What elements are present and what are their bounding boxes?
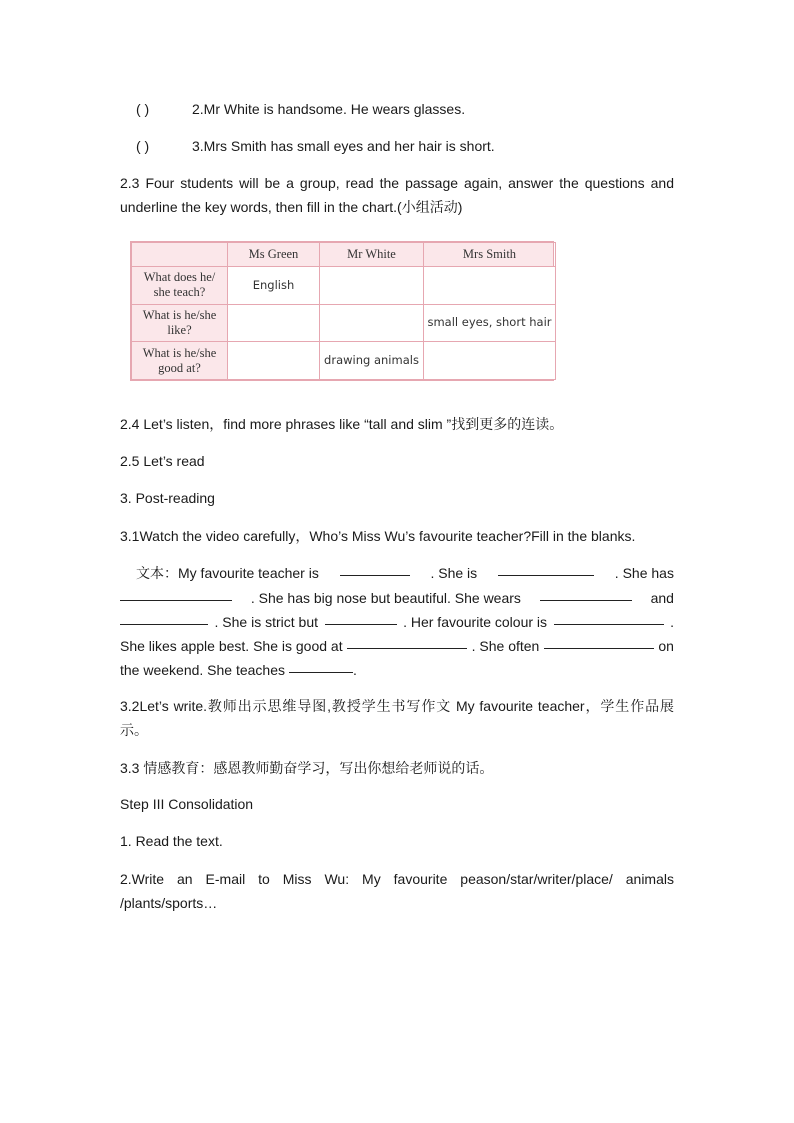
chart-cell[interactable] [424, 342, 556, 380]
chart-cell[interactable] [320, 304, 424, 342]
tf-item-text: 2.Mr White is handsome. He wears glasses. [192, 101, 466, 117]
text-line-2: . She has big nose but beautiful. She wears and [120, 586, 674, 610]
section-2-3: 2.3 Four students will be a group, read the passage again, answer the questions and underline the key words, then fill in the chart.(小组活动) [120, 175, 674, 215]
step-3-heading: Step III Consolidation [120, 796, 254, 812]
blank-field[interactable] [554, 610, 664, 625]
chart-header-mrs-smith: Mrs Smith [424, 243, 556, 267]
fill-in-text-block [120, 561, 674, 682]
text-label: 文本： [136, 566, 178, 582]
chart-row-label: What is he/she like? [132, 304, 228, 342]
chart-cell[interactable] [320, 267, 424, 305]
text-line-3: . She is strict but . Her favourite colour is . [120, 610, 674, 634]
chart-cell[interactable]: small eyes, short hair [424, 304, 556, 342]
tf-item-3 [120, 134, 674, 158]
section-3-1: 3.1Watch the video carefully，Who’s Miss Wu’s favourite teacher?Fill in the blanks. [120, 528, 636, 544]
chart-cell[interactable] [228, 304, 320, 342]
blank-field[interactable] [120, 610, 208, 625]
chart-header-row [132, 243, 556, 267]
chart-row-label: What is he/she good at? [132, 342, 228, 380]
blank-field[interactable] [120, 586, 232, 601]
answer-paren: ( ) [136, 138, 150, 154]
chart-row-label: What does he/ she teach? [132, 267, 228, 305]
chart-cell[interactable] [424, 267, 556, 305]
chart-cell[interactable] [228, 342, 320, 380]
chart-row [132, 342, 556, 380]
blank-field[interactable] [325, 610, 397, 625]
text-line-1: 文本：My favourite teacher is . She is . She has [120, 561, 674, 586]
chart-cell[interactable]: English [228, 267, 320, 305]
text-line-4: She likes apple best. She is good at . She often on [120, 634, 674, 658]
blank-field[interactable] [347, 634, 467, 649]
chart-header-mr-white: Mr White [320, 243, 424, 267]
blank-field[interactable] [544, 634, 654, 649]
chart-row [132, 304, 556, 342]
tf-item-2 [120, 97, 674, 121]
blank-field[interactable] [540, 586, 632, 601]
section-2-4: 2.4 Let’s listen，find more phrases like “tall and slim ”找到更多的连读。 [120, 416, 564, 432]
consolidation-item-2: 2.Write an E-mail to Miss Wu: My favourite peason/star/writer/place/ animals /plants/sports… [120, 871, 674, 911]
section-2-5: 2.5 Let’s read [120, 453, 205, 469]
section-3-heading: 3. Post-reading [120, 490, 215, 506]
blank-field[interactable] [498, 561, 594, 576]
blank-field[interactable] [289, 658, 353, 673]
section-3-2: 3.2Let’s write.教师出示思维导图,教授学生书写作文 My favourite teacher，学生作品展示。 [120, 698, 674, 738]
chart-header-ms-green: Ms Green [228, 243, 320, 267]
text-line-5: the weekend. She teaches . [120, 658, 674, 682]
teacher-chart [130, 241, 554, 381]
blank-field[interactable] [340, 561, 410, 576]
section-3-3: 3.3 情感教育：感恩教师勤奋学习，写出你想给老师说的话。 [120, 760, 494, 776]
consolidation-item-1: 1. Read the text. [120, 833, 223, 849]
chart-row [132, 267, 556, 305]
chart-cell[interactable]: drawing animals [320, 342, 424, 380]
tf-item-text: 3.Mrs Smith has small eyes and her hair is short. [192, 138, 495, 154]
answer-paren: ( ) [136, 101, 150, 117]
chart-header-corner [132, 243, 228, 267]
